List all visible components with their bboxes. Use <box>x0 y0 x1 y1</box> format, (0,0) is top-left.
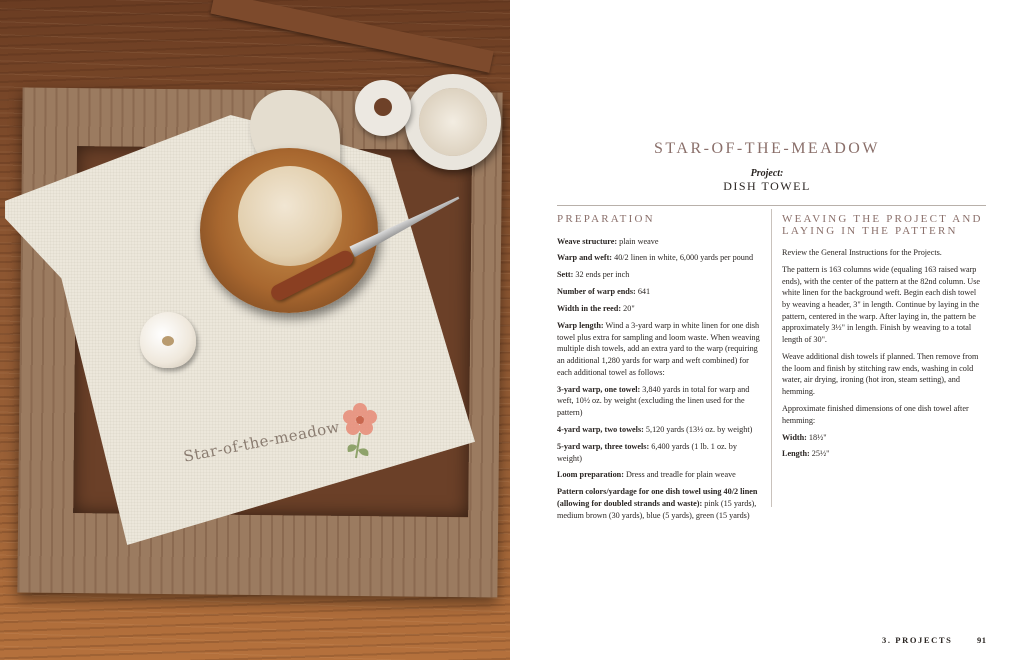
header-divider <box>557 205 986 206</box>
garlic-bulb <box>140 312 196 368</box>
salt-bowl <box>405 74 501 170</box>
finished-length: Length: 25½" <box>782 449 830 459</box>
salt <box>419 88 487 156</box>
prep-item: Sett: 32 ends per inch <box>557 270 630 280</box>
column-divider <box>771 209 772 507</box>
weaving-column <box>782 214 985 465</box>
tray-rail <box>210 0 493 73</box>
prep-item: Warp and weft: 40/2 linen in white, 6,000 yards per pound <box>557 253 754 263</box>
weaving-paragraph: Weave additional dish towels if planned. Then remove from the loom and finish by stitching raw ends, washing in cold water, air drying, ironing (hot iron, steam setting), and hemming. <box>782 352 979 397</box>
weaving-paragraph: Approximate finished dimensions of one dish towel after hemming: <box>782 404 969 425</box>
preparation-heading: PREPARATION <box>557 213 655 225</box>
lid-knob <box>374 98 392 116</box>
prep-item: Number of warp ends: 641 <box>557 287 651 297</box>
bread-flour-top <box>238 166 342 266</box>
bowl-lid <box>355 80 411 136</box>
weaving-paragraph: The pattern is 163 columns wide (equaling 163 raised warp ends), with the center of the pattern at the 82nd column. Use white linen for the background weft. Begin each dish towel by weaving a header, 3" in length. Continue by laying in the pattern, centered in the warp. After laying in, the pattern be approximately 3½" in length. Finish by weaving to a total length of 30". <box>782 264 981 345</box>
towel-embroidery-text: Star-of-the-meadow <box>182 417 342 466</box>
preparation-column <box>557 214 762 527</box>
prep-item: 4-yard warp, two towels: 5,120 yards (13½ oz. by weight) <box>557 424 753 434</box>
prep-item: 5-yard warp, three towels: 6,400 yards (1 lb. 1 oz. by weight) <box>557 441 737 463</box>
finished-width: Width: 18½" <box>782 432 827 442</box>
page-title: STAR-OF-THE-MEADOW <box>654 140 880 157</box>
prep-item: Weave structure: plain weave <box>557 236 659 246</box>
project-label: Project: <box>750 168 784 179</box>
prep-item: Pattern colors/yardage for one dish towel using 40/2 linen (allowing for doubled strands and waste): pink (15 yards), medium brown (30 yards), blue (5 yards), green (15 yards) <box>557 487 758 520</box>
weaving-paragraph: Review the General Instructions for the Projects. <box>782 248 942 257</box>
garlic-root <box>162 336 174 346</box>
weaving-heading: WEAVING THE PROJECT AND LAYING IN THE PATTERN <box>782 213 983 237</box>
prep-item: Warp length: Wind a 3-yard warp in white linen for one dish towel plus extra for sampling and loom waste. When weaving multiple dish towels, add an extra yard to the warp (requiring an additional 1,280 yards for warp and weft combined) for each additional towel as follows: <box>557 320 760 377</box>
page-number: 91 <box>977 635 987 645</box>
project-name: DISH TOWEL <box>723 179 811 193</box>
prep-item: Width in the reed: 20" <box>557 304 635 314</box>
prep-item: 3-yard warp, one towel: 3,840 yards in total for warp and weft, 10½ oz. by weight (excluding the linen used for the pattern) <box>557 384 750 418</box>
embroidered-flower-icon <box>334 398 386 468</box>
prep-item: Loom preparation: Dress and treadle for plain weave <box>557 470 736 480</box>
project-photo <box>0 0 510 660</box>
footer-section: 3. PROJECTS <box>882 635 953 645</box>
text-page <box>510 0 1024 660</box>
